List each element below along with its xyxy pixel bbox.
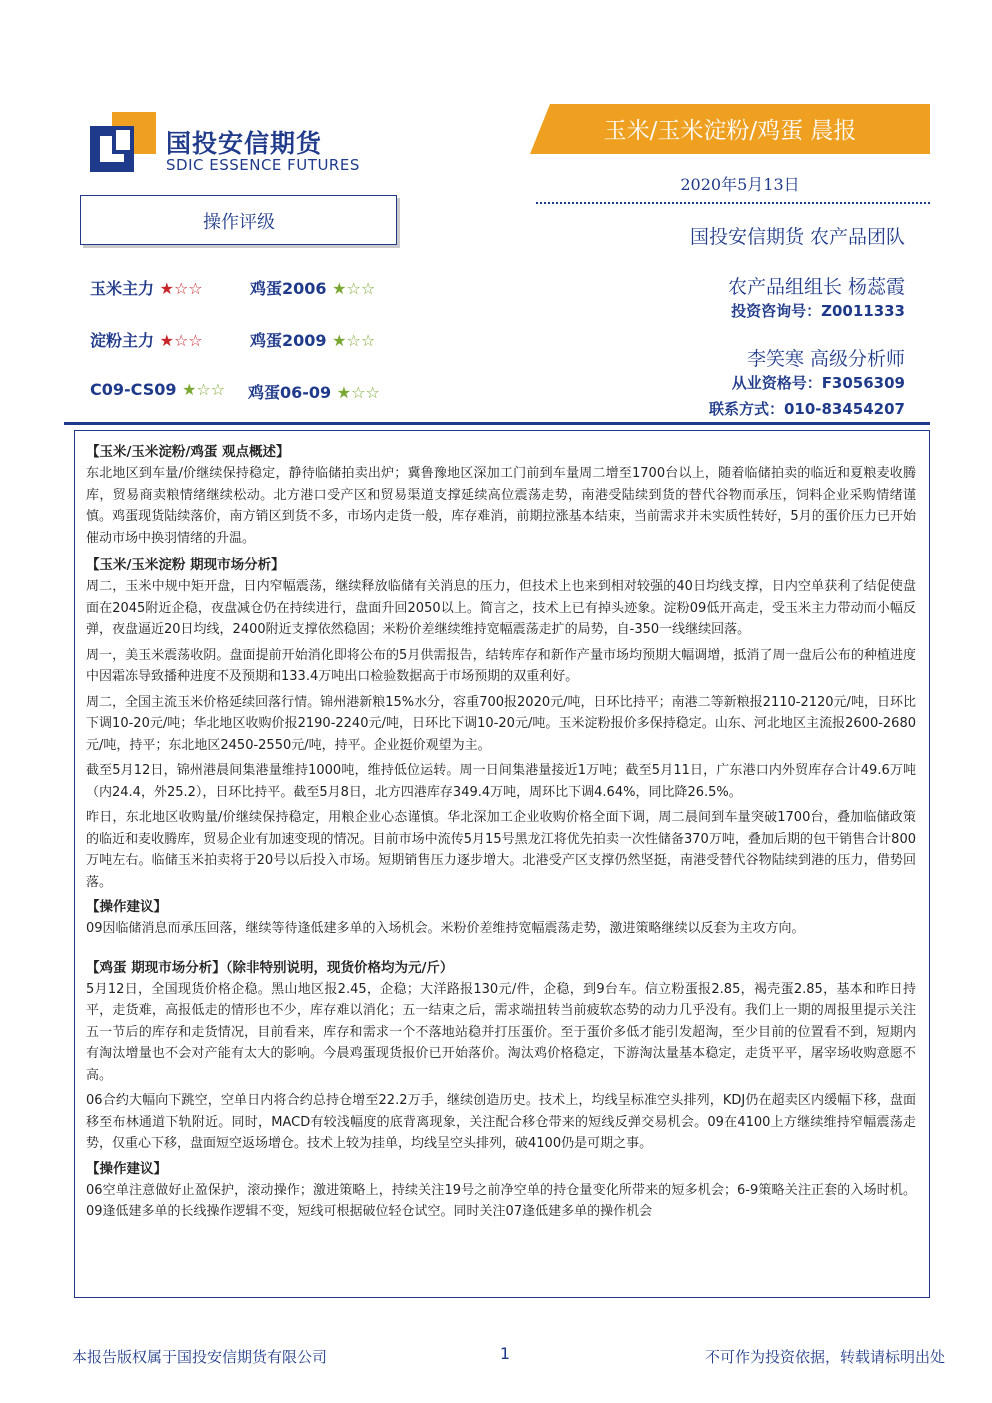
team-name: 国投安信期货 农产品团队 [689,226,905,248]
rating-label: 淀粉主力 [90,331,155,350]
paragraph: 5月12日，全国现货价格企稳。黑山地区报2.45，企稳；大洋路报130元/件，企稳，到9台车。信立粉蛋报2.85，褐壳蛋2.85，基本和昨日持平，走货难，高报低走的情形也不少，库存难以消化；五一结束之后，需求端扭转当前疲软态势的动力几乎没有。我们上一期的周报里提示关注五一节后的库存和走货情况，目前看来，库存和需求一个不落地站稳并打压蛋价。至于蛋价多低才能引发超淘，至少目前的位置看不到，短期内有淘汰增量也不会对产能有太大的影响。今晨鸡蛋现货报价已开始落价。淘汰鸡价格稳定，下游淘汰量基本稳定，走货平平，屠宰场收购意愿不高。 [86,981,916,1083]
company-logo-mark [90,112,156,172]
section-heading: 【操作建议】 [86,1160,167,1177]
report-body [86,442,916,1227]
section-heading: 【操作建议】 [86,899,167,915]
rating-label: C09-CS09 [90,380,177,399]
rating-row-2b [250,328,375,351]
paragraph: 截至5月12日，锦州港晨间集港量维持1000吨，维持低位运转。周一日间集港量接近1万吨；截至5月11日，广东港口内外贸库存合计49.6万吨（内24.4，外25.2），日环比持平。截至5月8日，北方四港库存349.4万吨，周环比下调4.64%，同比降26.5%。 [86,763,916,800]
rating-label: 玉米主力 [90,279,155,298]
company-name-cn: 国投安信期货 [166,129,323,158]
paragraph: 周二，玉米中规中矩开盘，日内窄幅震荡，继续释放临储有关消息的压力，但技术上也来到相对较强的40日均线支撑，日内空单获利了结促使盘面在2045附近企稳，夜盘减仓仍在持续进行，盘面升回2050以上。简言之，技术上已有掉头迹象。淀粉09低开高走，受玉米主力带动而小幅反弹，夜盘逼近20日均线，2400附近支撑依然稳固；米粉价差继续维持宽幅震荡走扩的局势，自-350一线继续回落。 [86,579,916,637]
section-heading [86,958,916,979]
report-title: 玉米/玉米淀粉/鸡蛋 晨报 [603,118,857,144]
rating-row-1 [90,276,203,299]
lead-analyst-name: 农产品组组长 杨蕊霞 [727,276,905,298]
page-number: 1 [499,1344,511,1363]
rating-row-2 [90,328,203,351]
rating-stars: ★☆☆ [332,279,376,298]
dotted-divider [536,202,930,204]
rating-row-3b [248,380,380,403]
rating-stars: ★☆☆ [336,383,380,402]
paragraph: 昨日，东北地区收购量/价继续保持稳定，用粮企业心态谨慎。华北深加工企业收购价格全面下调，周二晨间到车量突破1700台，叠加临储政策的临近和麦收腾库，贸易企业有加速变现的情况。目前市场中流传5月15号黑龙江将优先拍卖一次性储备370万吨，叠加后期的包干销售合计800万吨左右。临储玉米拍卖将于20号以后投入市场。短期销售压力逐步增大。北港受产区支撑仍然坚挺，南港受替代谷物陆续到港的压力，借势回落。 [86,810,916,890]
header-divider [64,422,930,425]
footer-copyright: 本报告版权属于国投安信期货有限公司 [72,1348,328,1366]
paragraph: 06空单注意做好止盈保护，滚动操作；激进策略上，持续关注19号之前净空单的持仓量变化所带来的短多机会；6-9策略关注正套的入场时机。09逢低建多单的长线操作逻辑不变，短线可根据破位轻仓试空。同时关注07逢低建多单的操作机会 [86,1182,916,1219]
section-heading-note: （除非特别说明，现货价格均为元/斤） [225,959,454,976]
paragraph: 周一，美玉米震荡收阴。盘面提前开始消化即将公布的5月供需报告，结转库存和新作产量市场均预期大幅调增，抵消了周一盘后公布的种植进度中因霜冻导致播种进度不及预期和133.4万吨出口检验数据高于市场预期的双重利好。 [86,647,916,684]
company-name-en: SDIC ESSENCE FUTURES [166,156,360,174]
rating-stars: ★☆☆ [159,279,203,298]
rating-title: 操作评级 [203,212,275,233]
section-heading: 【玉米/玉米淀粉 期现市场分析】 [86,557,285,573]
rating-row-3 [90,380,225,399]
lead-analyst-id: 投资咨询号：Z0011333 [731,302,905,320]
analyst-name: 李笑寒 高级分析师 [746,348,905,370]
section-heading: 【玉米/玉米淀粉/鸡蛋 观点概述】 [86,444,290,460]
rating-stars: ★☆☆ [159,331,203,350]
rating-stars: ★☆☆ [332,331,376,350]
analyst-contact: 联系方式：010-83454207 [708,400,905,418]
rating-label: 鸡蛋06-09 [248,383,332,402]
analyst-id: 从业资格号：F3056309 [731,374,905,392]
rating-label: 鸡蛋2006 [250,279,327,298]
paragraph: 东北地区到车量/价继续保持稳定，静待临储拍卖出炉；冀鲁豫地区深加工门前到车量周二增至1700台以上，随着临储拍卖的临近和夏粮麦收腾库，贸易商卖粮情绪继续松动。北方港口受产区和贸易渠道支撑延续高位震荡走势，南港受陆续到货的替代谷物而承压，饲料企业采购情绪谨慎。鸡蛋现货陆续落价，南方销区到货不多，市场内走货一般，库存难消，前期拉涨基本结束，当前需求并未实质性转好，5月的蛋价压力已开始催动市场中换羽情绪的升温。 [86,466,916,546]
section-heading-title: 【鸡蛋 期现市场分析】 [86,959,226,976]
report-date: 2020年5月13日 [680,175,800,194]
paragraph: 09因临储消息而承压回落，继续等待逢低建多单的入场机会。米粉价差维持宽幅震荡走势，激进策略继续以反套为主攻方向。 [86,921,805,936]
paragraph: 06合约大幅向下跳空，空单日内将合约总持仓增至22.2万手，继续创造历史。技术上，均线呈标准空头排列，KDJ仍在超卖区内缓幅下移，盘面移至布林通道下轨附近。同时，MACD有较浅幅度的底背离现象，关注配合移仓带来的短线反弹交易机会。09在4100上方继续维持窄幅震荡走势，仅重心下移，盘面短空返场增仓。技术上较为挂单，均线呈空头排列，破4100仍是可期之事。 [86,1093,916,1151]
rating-row-1b [250,276,375,299]
footer-disclaimer: 不可作为投资依据，转载请标明出处 [704,1348,945,1366]
paragraph: 周二，全国主流玉米价格延续回落行情。锦州港新粮15%水分，容重700报2020元/吨，日环比持平；南港二等新粮报2110-2120元/吨，日环比下调10-20元/吨；华北地区收购价报2190-2240元/吨，日环比下调10-20元/吨。玉米淀粉报价多保持稳定。山东、河北地区主流报2600-2680元/吨，持平；东北地区2450-2550元/吨，持平。企业挺价观望为主。 [86,694,916,753]
rating-stars: ★☆☆ [182,380,226,399]
rating-label: 鸡蛋2009 [250,331,327,350]
